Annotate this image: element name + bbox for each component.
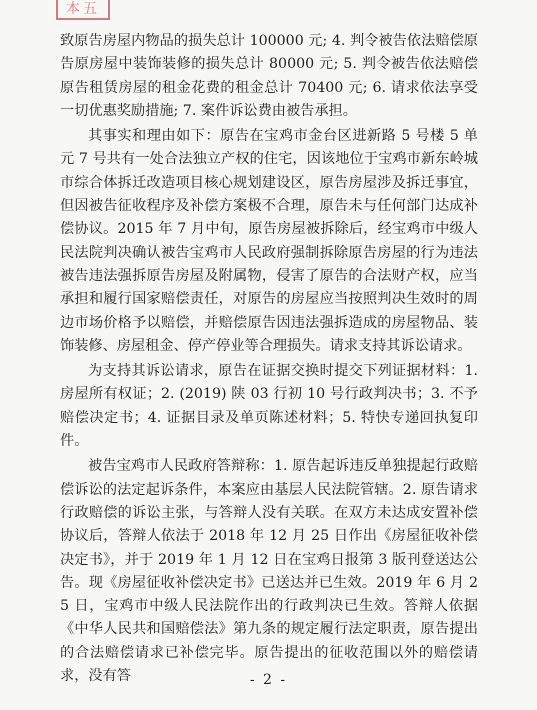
paragraph-defendant-reply: 被告宝鸡市人民政府答辩称：1. 原告起诉违反单独提起行政赔偿诉讼的法定起诉条件，本案应由基层人民法院管辖。2. 原告请求行政赔偿的诉讼主张，与答辩人没有关联。在双方未达成安置补偿协议后，答辩人依法于 2018 年 12 月 25 日作出《房屋征收补偿决定书》，并于 2019 年 1 月 12 日在宝鸡日报第 3 版刊登送达公告。现《房屋征收补偿决定书》已送达并已生效。2019 年 6 月 25 日，宝鸡市中级人民法院作出的行政判决已生效。答辩人依据《中华人民共和国赔偿法》第九条的规定履行法定职责，原告提出的合法赔偿请求已补偿完毕。原告提出的征收范围以外的赔偿请求，没有答 xyxy=(60,458,478,685)
paragraph-claims-continued: 致原告房屋内物品的损失总计 100000 元; 4. 判令被告依法赔偿原告原房屋中装饰装修的损失总计 80000 元; 5. 判令被告依法赔偿原告租赁房屋的租金花费的租金总计 70400 元; 6. 请求依法享受一切优惠奖励措施; 7. 案件诉讼费由被告承担。 xyxy=(60,33,478,119)
document-body xyxy=(60,30,478,688)
page-stamp: 本五 xyxy=(56,0,110,20)
paragraph-facts-and-reasons: 其事实和理由如下：原告在宝鸡市金台区进新路 5 号楼 5 单元 7 号共有一处合法独立产权的住宅，因该地位于宝鸡市新东岭城市综合体拆迁改造项目核心规划建设区，原告房屋涉及拆迁事宜，但因被告征收程序及补偿方案极不合理，原告未与任何部门达成补偿协议。2015 年 7 月中旬，原告房屋被拆除后，经宝鸡市中级人民法院判决确认被告宝鸡市人民政府强制拆除原告房屋的行为违法被告违法强拆原告房屋及附属物，侵害了原告的合法财产权，应当承担和履行国家赔偿责任，对原告的房屋应当按照判决生效时的周边市场价格予以赔偿，并赔偿原告因违法强拆造成的房屋物品、装饰装修、房屋租金、停产停业等合理损失。请求支持其诉讼请求。 xyxy=(60,128,478,354)
paragraph-evidence-list: 为支持其诉讼请求，原告在证据交换时提交下列证据材料：1. 房屋所有权证；2. (2019) 陕 03 行初 10 号行政判决书；3. 不予赔偿决定书；4. 证据目录及单页陈述材料；5. 特快专递回执复印件。 xyxy=(60,363,478,450)
page-number: - 2 - xyxy=(249,672,288,688)
